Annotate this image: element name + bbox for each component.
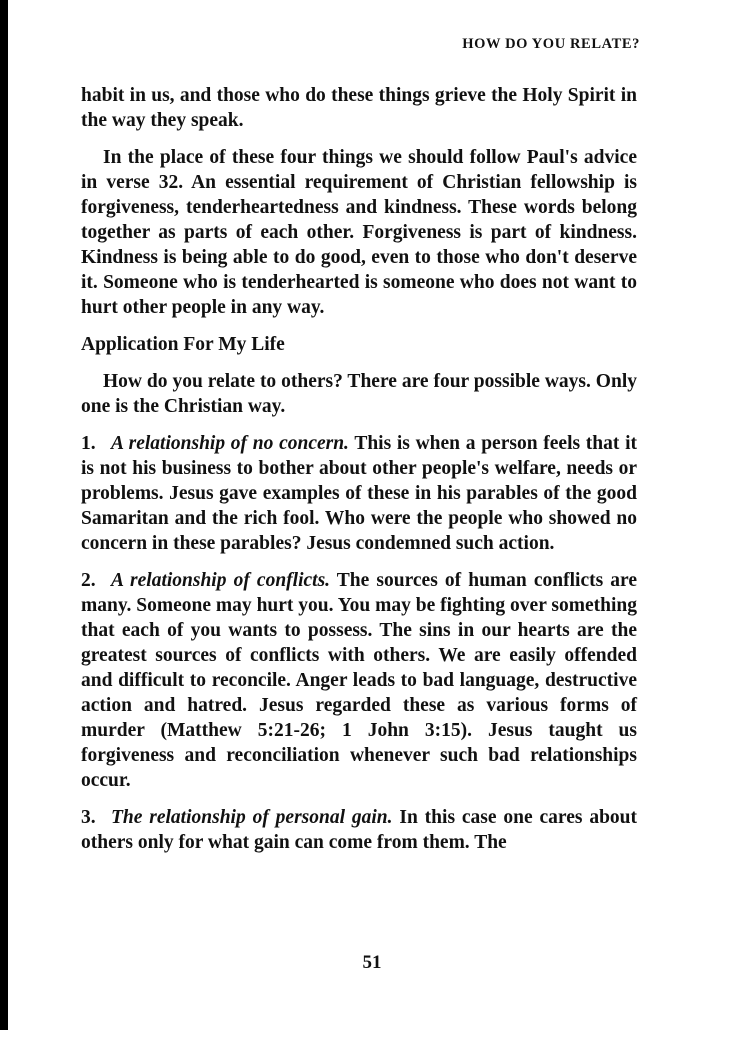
list-item (81, 431, 637, 556)
paragraph-forgiveness: In the place of these four things we should follow Paul's advice in verse 32. An essential requirement of Christian fellowship is forgiveness, tenderheartedness and kindness. These words belong together as parts of each other. Forgiveness is part of kindness. Kindness is being able to do good, even to those who don't deserve it. Someone who is tenderhearted is someone who does not want to hurt other people in any way. (81, 147, 637, 318)
item-title: The relationship of personal gain. (111, 807, 393, 828)
item-text: The sources of human conflicts are many. Someone may hurt you. You may be fighting over something that each of you wants to possess. The sins in our hearts are the greatest sources of conflicts with others. We are easily offended and difficult to reconcile. Anger leads to bad language, destructive action and hatred. Jesus regarded these as various forms of murder (Matthew 5:21-26; 1 John 3:15). Jesus taught us forgiveness and reconciliation whenever such bad relationships occur. (81, 570, 637, 791)
item-number: 2. (81, 570, 96, 591)
item-title: A relationship of conflicts. (111, 570, 331, 591)
list-item (81, 568, 637, 793)
intro-paragraph: How do you relate to others? There are four possible ways. Only one is the Christian way. (81, 371, 637, 417)
scan-edge-bar (0, 0, 8, 1030)
running-head: HOW DO YOU RELATE? (462, 36, 640, 52)
page-number: 51 (362, 952, 382, 973)
item-text: In this case one cares about others only for what gain can come from them. The (81, 807, 637, 853)
paragraph-continued: habit in us, and those who do these things grieve the Holy Spirit in the way they speak. (81, 85, 637, 131)
item-text: This is when a person feels that it is not his business to bother about other people's welfare, needs or problems. Jesus gave examples of these in his parables of the good Samaritan and the rich fool. Who were the people who showed no concern in these parables? Jesus condemned such action. (81, 433, 637, 554)
list-item (81, 805, 637, 855)
section-heading: Application For My Life (81, 334, 285, 355)
item-number: 1. (81, 433, 96, 454)
item-number: 3. (81, 807, 96, 828)
item-title: A relationship of no concern. (111, 433, 349, 454)
page-body (81, 83, 637, 867)
